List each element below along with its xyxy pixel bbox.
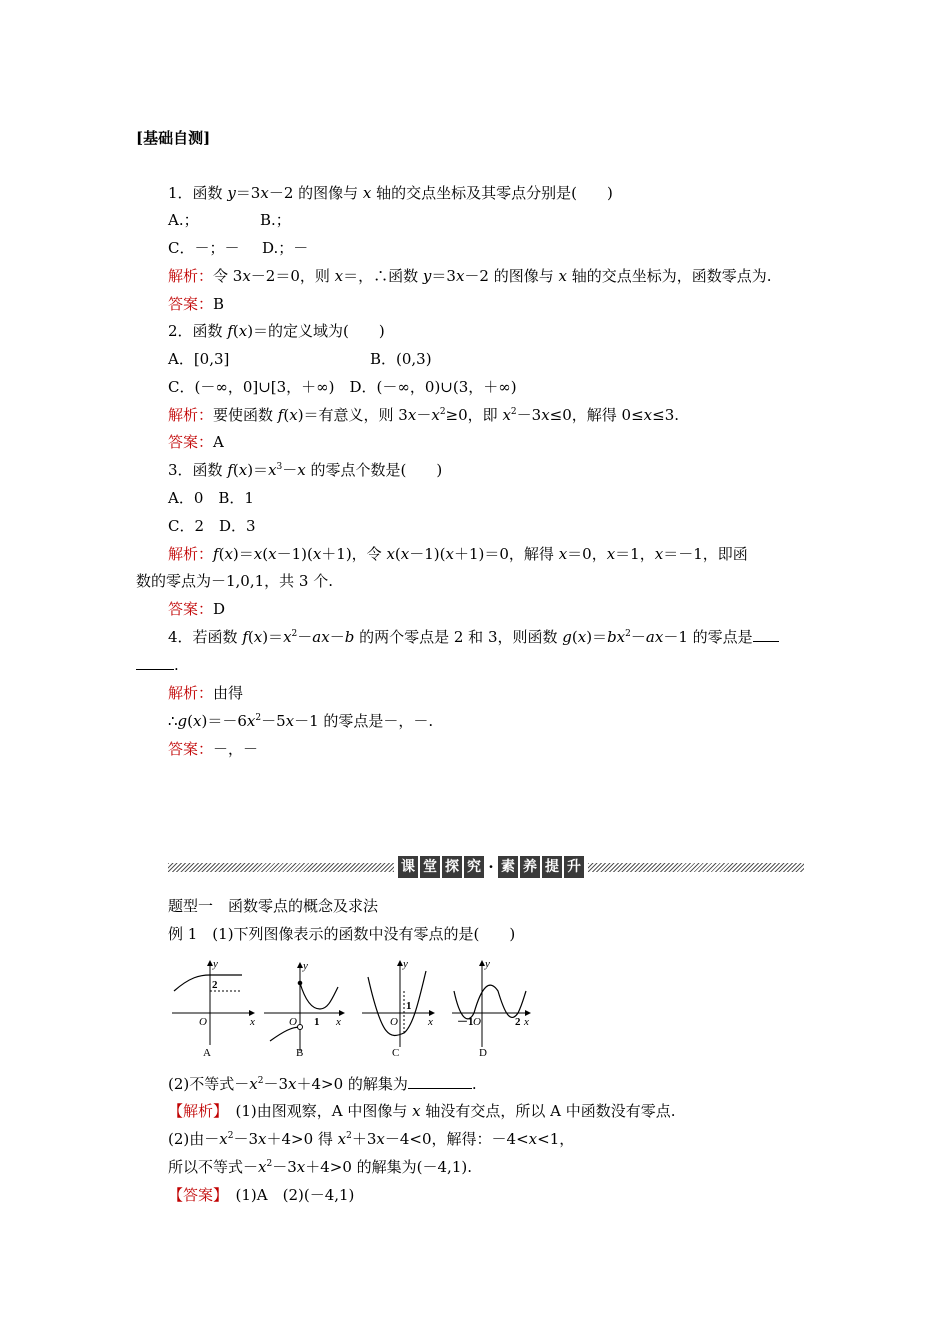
divider-tag: 提: [542, 856, 562, 878]
q2-option-b: B．(0,3): [370, 350, 432, 368]
graph-c: [362, 961, 434, 1047]
divider-tag: 究: [464, 856, 484, 878]
q4-explanation-cont: $\therefore g(x)=-6x^2-5x-1$ 的零点是－，－.: [168, 712, 434, 730]
q1-option-c: C．－；－: [168, 239, 240, 257]
graph-a-origin: O: [199, 1016, 207, 1028]
q3-explanation: 解析：f(x)＝x(x－1)(x＋1)，令 x(x－1)(x＋1)＝0，解得 x＝0，x＝1，x＝－1，即函: [168, 545, 748, 563]
graph-b-y-label: y: [303, 960, 308, 972]
divider-hatch-left: [168, 863, 394, 872]
graph-b: [264, 963, 344, 1051]
section-title: [基础自测]: [136, 129, 211, 147]
graph-c-label: C: [392, 1047, 400, 1059]
q2-options-cd: C．(－∞，0]∪[3，＋∞) D．(－∞，0)∪(3，＋∞): [168, 378, 517, 396]
graph-a-x-label: x: [250, 1016, 255, 1028]
divider-hatch-right: [588, 863, 804, 872]
q1-option-b: B.；: [260, 211, 291, 229]
graph-a: [172, 961, 254, 1045]
divider-tag: 养: [520, 856, 540, 878]
graph-c-origin: O: [390, 1016, 398, 1028]
solution-line-1: 【解析】 (1)由图观察，A 中图像与 x 轴没有交点，所以 A 中函数没有零点.: [168, 1102, 676, 1120]
example-1-answer: 【答案】 (1)A (2)(－4,1): [168, 1186, 355, 1204]
graph-d-label: D: [479, 1047, 487, 1059]
graph-c-mark: 1: [406, 1000, 412, 1012]
example-1-stem: 例 1 (1)下列图像表示的函数中没有零点的是( ): [168, 925, 516, 943]
graph-b-origin: O: [289, 1016, 297, 1028]
graph-b-label: B: [296, 1047, 304, 1059]
q1-option-a: A.；: [168, 211, 199, 229]
graph-c-y-label: y: [403, 958, 408, 970]
solution-line-2: (2)由$-x^2-3x+4>0$ 得 $x^2+3x-4<0$，解得：－4<x<1，: [168, 1130, 575, 1148]
q1-option-d: D.；－: [262, 239, 309, 257]
divider-tag: 堂: [420, 856, 440, 878]
answer-blank-cont[interactable]: [136, 655, 174, 670]
q4-stem-cont: .: [136, 655, 179, 675]
graph-b-mark: 1: [314, 1016, 320, 1028]
q1-explanation: 解析：令 3x－2＝0，则 x＝，∴函数 y＝3x－2 的图像与 x 轴的交点坐标为，函数零点为.: [168, 267, 772, 285]
q3-options-ab: A．0 B．1: [168, 489, 254, 507]
function-graphs-figure: [168, 955, 538, 1065]
graph-d: [452, 961, 530, 1047]
divider-tag: 升: [564, 856, 584, 878]
graph-d-origin: O: [473, 1016, 481, 1028]
q3-options-cd: C．2 D．3: [168, 517, 256, 535]
q4-answer: 答案：－，－: [168, 740, 259, 758]
question-4: 4．若函数 $f(x)=x^2-ax-b$ 的两个零点是 2 和 3，则函数 $g(x)=bx^2-ax-1$ 的零点是: [168, 627, 779, 647]
example-1-part-2: (2)不等式$-x^2-3x+4>0$ 的解集为 .: [168, 1075, 477, 1093]
graph-d-mark-right: 2: [515, 1016, 521, 1028]
question-type-heading: 题型一 函数零点的概念及求法: [168, 897, 379, 915]
answer-blank[interactable]: [753, 627, 779, 642]
question-2: 2．函数 f(x)＝的定义域为( ): [168, 322, 385, 340]
graph-d-x-label: x: [524, 1016, 529, 1028]
graph-b-x-label: x: [336, 1016, 341, 1028]
section-divider: [168, 854, 804, 882]
graph-a-label: A: [203, 1047, 211, 1059]
divider-dot: ·: [488, 858, 494, 876]
graph-d-y-label: y: [485, 958, 490, 970]
graph-a-mark: 2: [212, 979, 218, 991]
q2-explanation: 解析：要使函数 f(x)＝有意义，则 $3x-x^2\ge 0$，即 $x^2-3x\le 0$，解得 0≤x≤3.: [168, 406, 680, 424]
q3-explanation-cont: 数的零点为－1,0,1，共 3 个.: [136, 572, 334, 590]
divider-tag: 素: [498, 856, 518, 878]
q3-answer: 答案：D: [168, 600, 226, 618]
graph-c-x-label: x: [428, 1016, 433, 1028]
question-3: 3．函数 $f(x)=x^3-x$ 的零点个数是( ): [168, 461, 443, 479]
graph-d-mark-left: －1: [457, 1016, 474, 1028]
q2-answer: 答案：A: [168, 433, 224, 451]
q2-option-a: A．[0,3]: [168, 350, 230, 368]
graph-a-y-label: y: [213, 958, 218, 970]
q4-explanation: 解析：由得: [168, 684, 244, 702]
divider-tag: 课: [398, 856, 418, 878]
q1-answer: 答案：B: [168, 295, 225, 313]
answer-blank[interactable]: [408, 1074, 472, 1089]
divider-tag: 探: [442, 856, 462, 878]
solution-line-3: 所以不等式$-x^2-3x+4>0$ 的解集为(－4,1).: [168, 1158, 472, 1176]
question-1: 1．函数 y＝3x－2 的图像与 x 轴的交点坐标及其零点分别是( ): [168, 184, 613, 202]
